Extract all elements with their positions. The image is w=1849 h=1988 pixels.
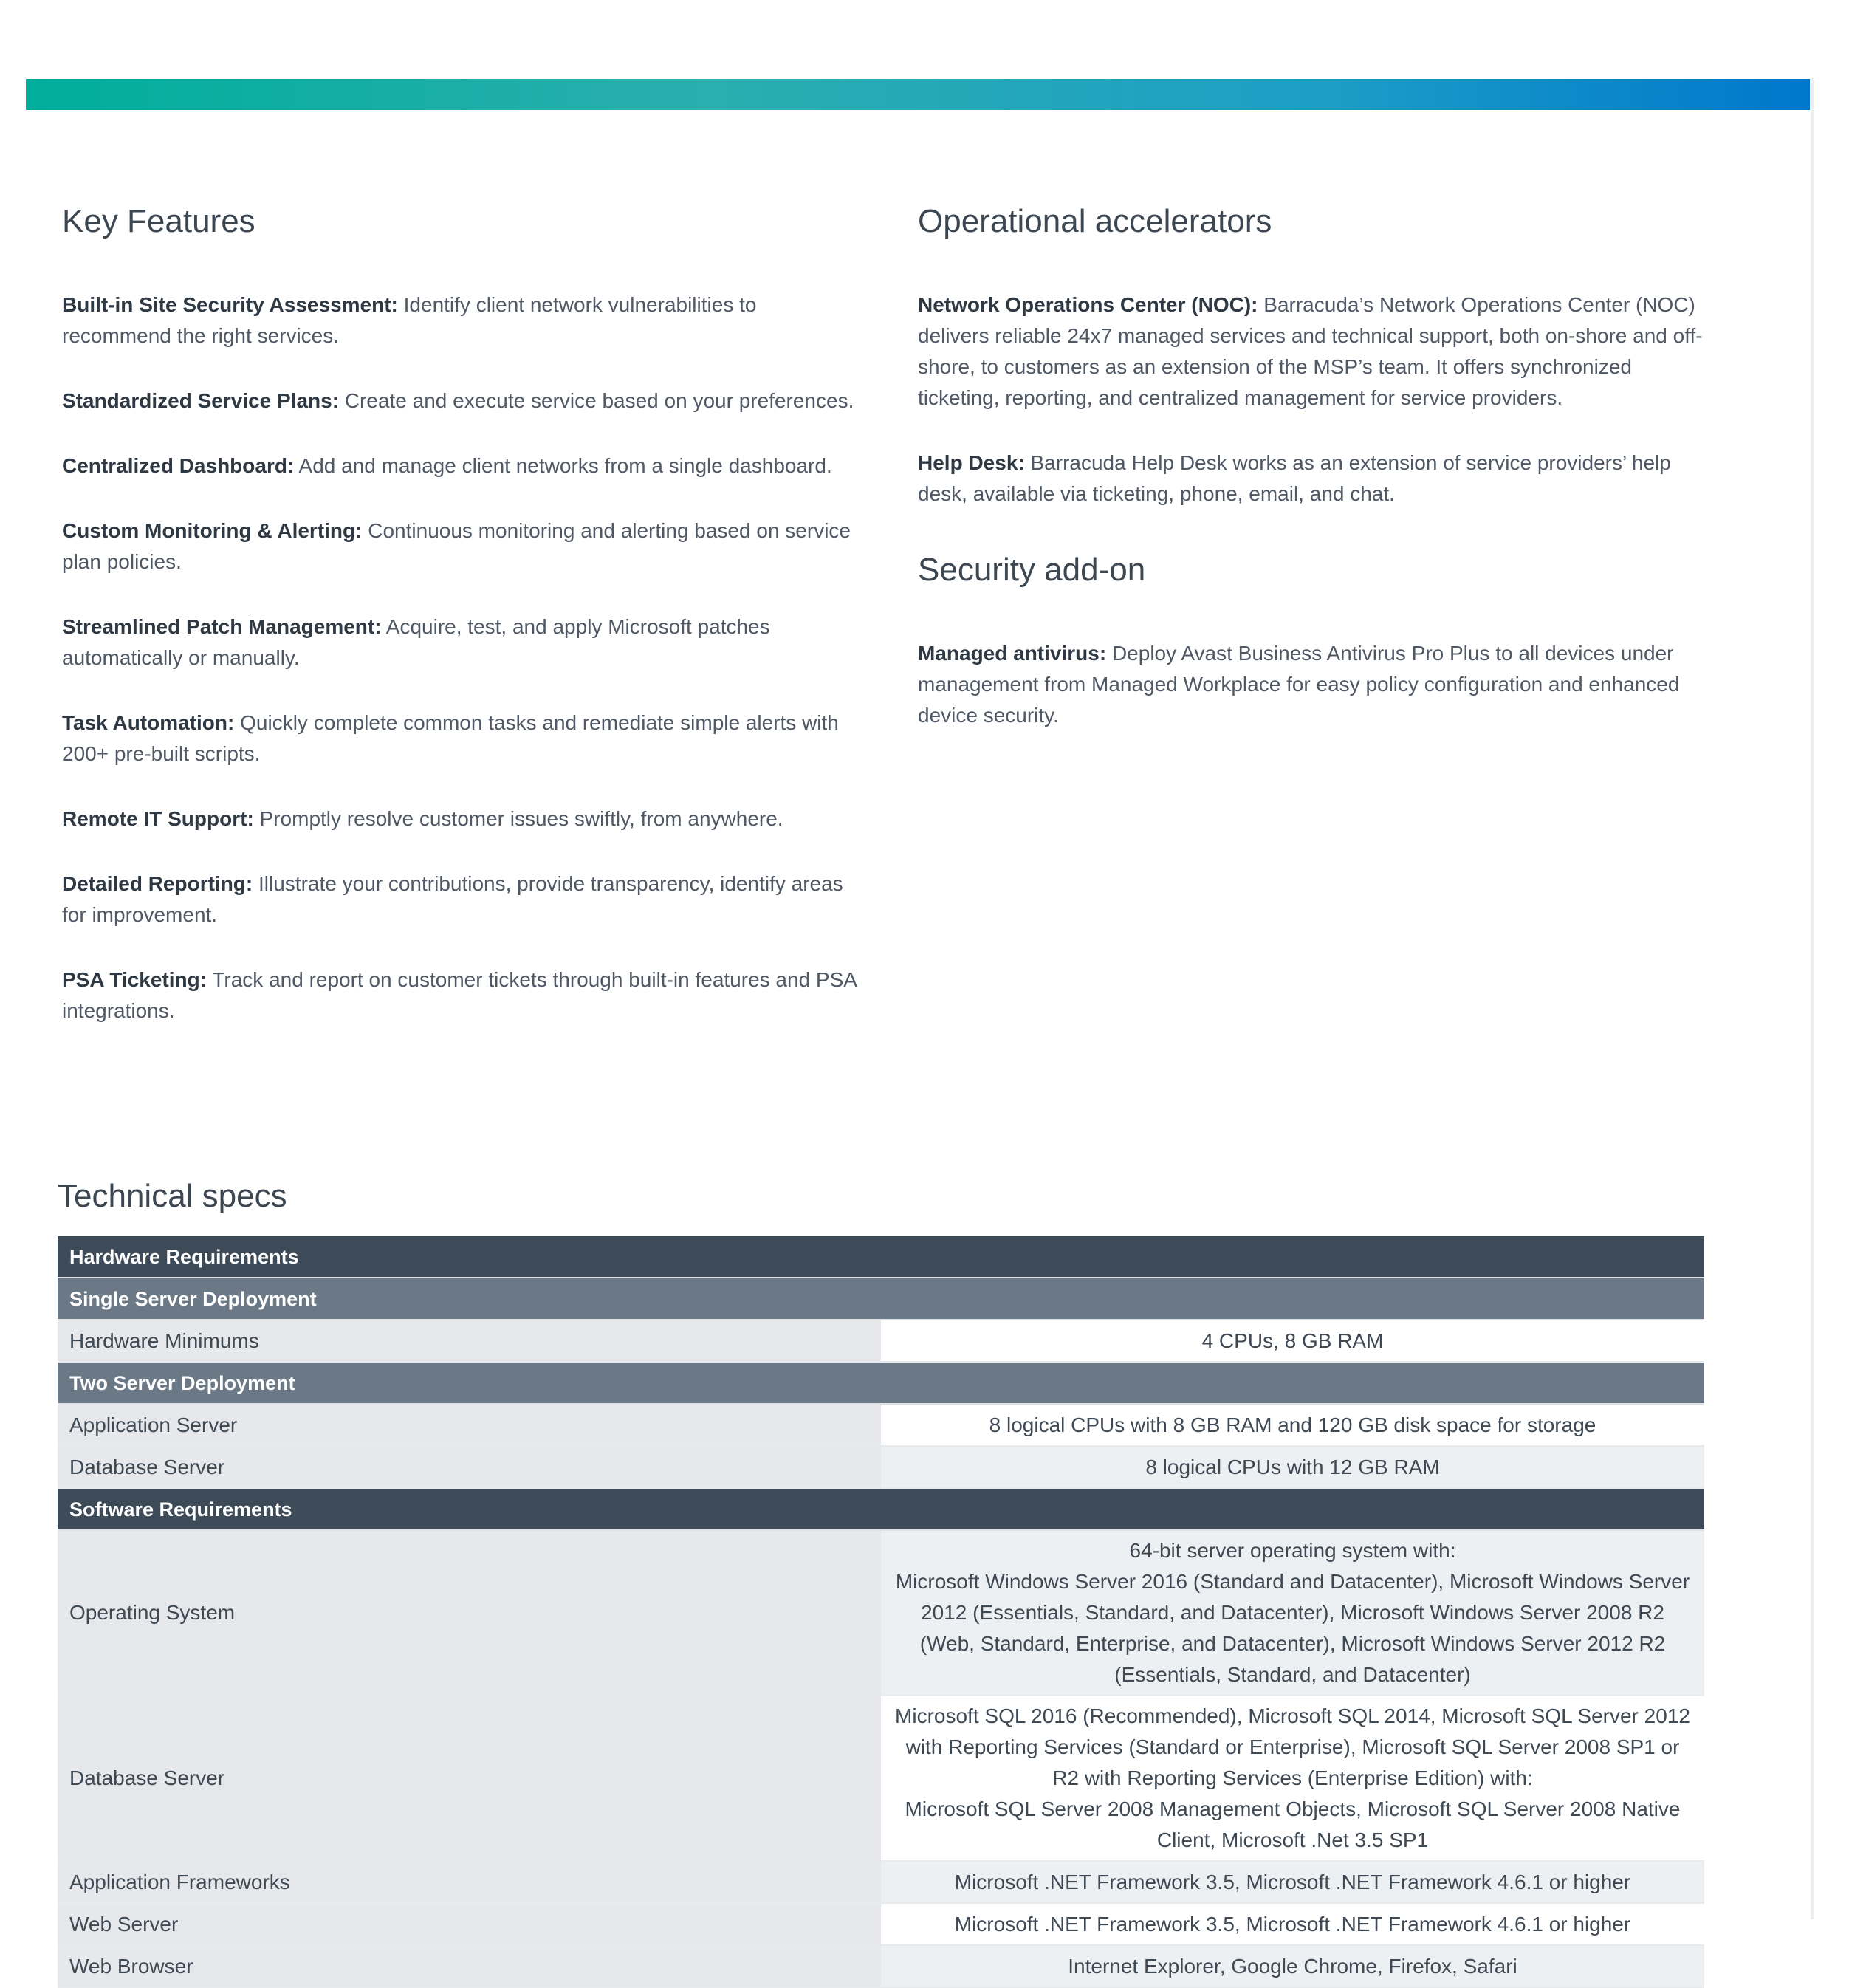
feature-text: Barracuda Help Desk works as an extension of service providers’ help desk, available via ticketing, phone, email, and chat.	[918, 451, 1671, 505]
row-label: Database Server	[58, 1446, 881, 1488]
table-section-row	[58, 1488, 1704, 1530]
hardware-requirements-header: Hardware Requirements	[58, 1236, 1704, 1278]
table-row	[58, 1530, 1704, 1696]
row-value: Microsoft .NET Framework 3.5, Microsoft .NET Framework 4.6.1 or higher	[881, 1861, 1704, 1903]
row-label: Web Server	[58, 1903, 881, 1945]
specs-table	[58, 1236, 1704, 1988]
feature-text: Continuous monitoring and alerting based on service plan policies.	[62, 519, 851, 573]
db-versions-line: Microsoft SQL 2016 (Recommended), Microsoft SQL 2014, Microsoft SQL Server 2012 with Reporting Services (Standard or Enterprise), Microsoft SQL Server 2008 SP1 or R2 with Reporting Services (Enterprise Edition) with:	[895, 1704, 1690, 1789]
operational-accelerators-heading: Operational accelerators	[918, 203, 1272, 239]
feature-service-plans	[62, 385, 860, 417]
feature-title: Standardized Service Plans:	[62, 389, 340, 412]
row-value	[881, 1530, 1704, 1696]
feature-text: Illustrate your contributions, provide transparency, identify areas for improvement.	[62, 872, 843, 926]
technical-specs-heading: Technical specs	[58, 1178, 287, 1214]
row-label: Application Frameworks	[58, 1861, 881, 1903]
security-managed-antivirus	[918, 638, 1708, 731]
os-list-line: Microsoft Windows Server 2016 (Standard and Datacenter), Microsoft Windows Server 2012 (Essentials, Standard, and Datacenter), Microsoft Windows Server 2008 R2 (Web, Standard, Enterprise, and Datacenter), Microsoft Windows Server 2012 R2 (Essentials, Standard, and Datacenter)	[895, 1570, 1690, 1686]
table-row	[58, 1320, 1704, 1362]
feature-text: Barracuda’s Network Operations Center (NOC) delivers reliable 24x7 managed services and technical support, both on-shore and off-shore, to customers as an extension of the MSP’s team. It offers synchronized ticketing, reporting, and centralized management for service providers.	[918, 293, 1703, 409]
feature-text: Promptly resolve customer issues swiftly, from anywhere.	[259, 807, 783, 830]
security-addon-heading: Security add-on	[918, 552, 1146, 588]
feature-title: PSA Ticketing:	[62, 968, 207, 991]
feature-centralized-dashboard	[62, 450, 860, 481]
accelerator-help-desk	[918, 448, 1708, 510]
row-label: Web Browser	[58, 1945, 881, 1987]
row-value	[881, 1696, 1704, 1861]
feature-remote-it-support	[62, 803, 860, 834]
single-server-deployment-header: Single Server Deployment	[58, 1278, 1704, 1320]
key-features-heading: Key Features	[62, 203, 255, 239]
table-row	[58, 1945, 1704, 1987]
os-intro-line: 64-bit server operating system with:	[1129, 1539, 1456, 1562]
feature-title: Built-in Site Security Assessment:	[62, 293, 398, 316]
page-edge-divider	[1811, 78, 1814, 1919]
row-label: Application Server	[58, 1404, 881, 1446]
feature-title: Network Operations Center (NOC):	[918, 293, 1258, 316]
feature-title: Remote IT Support:	[62, 807, 254, 830]
row-value: 8 logical CPUs with 12 GB RAM	[881, 1446, 1704, 1488]
feature-text: Identify client network vulnerabilities to recommend the right services.	[62, 293, 757, 347]
row-label: Database Server	[58, 1696, 881, 1861]
feature-title: Centralized Dashboard:	[62, 454, 295, 477]
accelerators-column	[918, 199, 1708, 765]
db-components-line: Microsoft SQL Server 2008 Management Objects, Microsoft SQL Server 2008 Native Client, Microsoft .Net 3.5 SP1	[905, 1797, 1681, 1851]
row-value: Microsoft .NET Framework 3.5, Microsoft .NET Framework 4.6.1 or higher	[881, 1903, 1704, 1945]
table-row	[58, 1404, 1704, 1446]
feature-text: Deploy Avast Business Antivirus Pro Plus to all devices under management from Managed Workplace for easy policy configuration and enhanced device security.	[918, 642, 1680, 727]
feature-title: Managed antivirus:	[918, 642, 1107, 665]
row-label: Hardware Minimums	[58, 1320, 881, 1362]
feature-title: Detailed Reporting:	[62, 872, 253, 895]
row-value: Internet Explorer, Google Chrome, Firefox, Safari	[881, 1945, 1704, 1987]
header-gradient-bar	[26, 79, 1810, 110]
software-requirements-header: Software Requirements	[58, 1488, 1704, 1530]
feature-text: Track and report on customer tickets through built-in features and PSA integrations.	[62, 968, 857, 1022]
accelerator-noc	[918, 289, 1708, 414]
feature-text: Add and manage client networks from a single dashboard.	[298, 454, 832, 477]
table-row	[58, 1446, 1704, 1488]
feature-text: Quickly complete common tasks and remediate simple alerts with 200+ pre-built scripts.	[62, 711, 839, 765]
feature-monitoring-alerting	[62, 515, 860, 577]
table-section-row	[58, 1236, 1704, 1278]
feature-psa-ticketing	[62, 964, 860, 1026]
two-server-deployment-header: Two Server Deployment	[58, 1362, 1704, 1404]
technical-specs-section	[58, 1174, 1704, 1988]
table-subsection-row	[58, 1362, 1704, 1404]
table-row	[58, 1696, 1704, 1861]
feature-task-automation	[62, 707, 860, 770]
feature-text: Create and execute service based on your preferences.	[344, 389, 854, 412]
feature-text: Acquire, test, and apply Microsoft patches automatically or manually.	[62, 615, 770, 669]
feature-title: Task Automation:	[62, 711, 235, 734]
feature-title: Streamlined Patch Management:	[62, 615, 382, 638]
key-features-column	[62, 199, 860, 1060]
row-value: 4 CPUs, 8 GB RAM	[881, 1320, 1704, 1362]
feature-title: Help Desk:	[918, 451, 1025, 474]
row-label: Operating System	[58, 1530, 881, 1696]
table-row	[58, 1861, 1704, 1903]
table-subsection-row	[58, 1278, 1704, 1320]
feature-patch-management	[62, 611, 860, 673]
feature-site-security-assessment	[62, 289, 860, 352]
row-value: 8 logical CPUs with 8 GB RAM and 120 GB disk space for storage	[881, 1404, 1704, 1446]
table-row	[58, 1903, 1704, 1945]
feature-detailed-reporting	[62, 868, 860, 930]
feature-title: Custom Monitoring & Alerting:	[62, 519, 363, 542]
